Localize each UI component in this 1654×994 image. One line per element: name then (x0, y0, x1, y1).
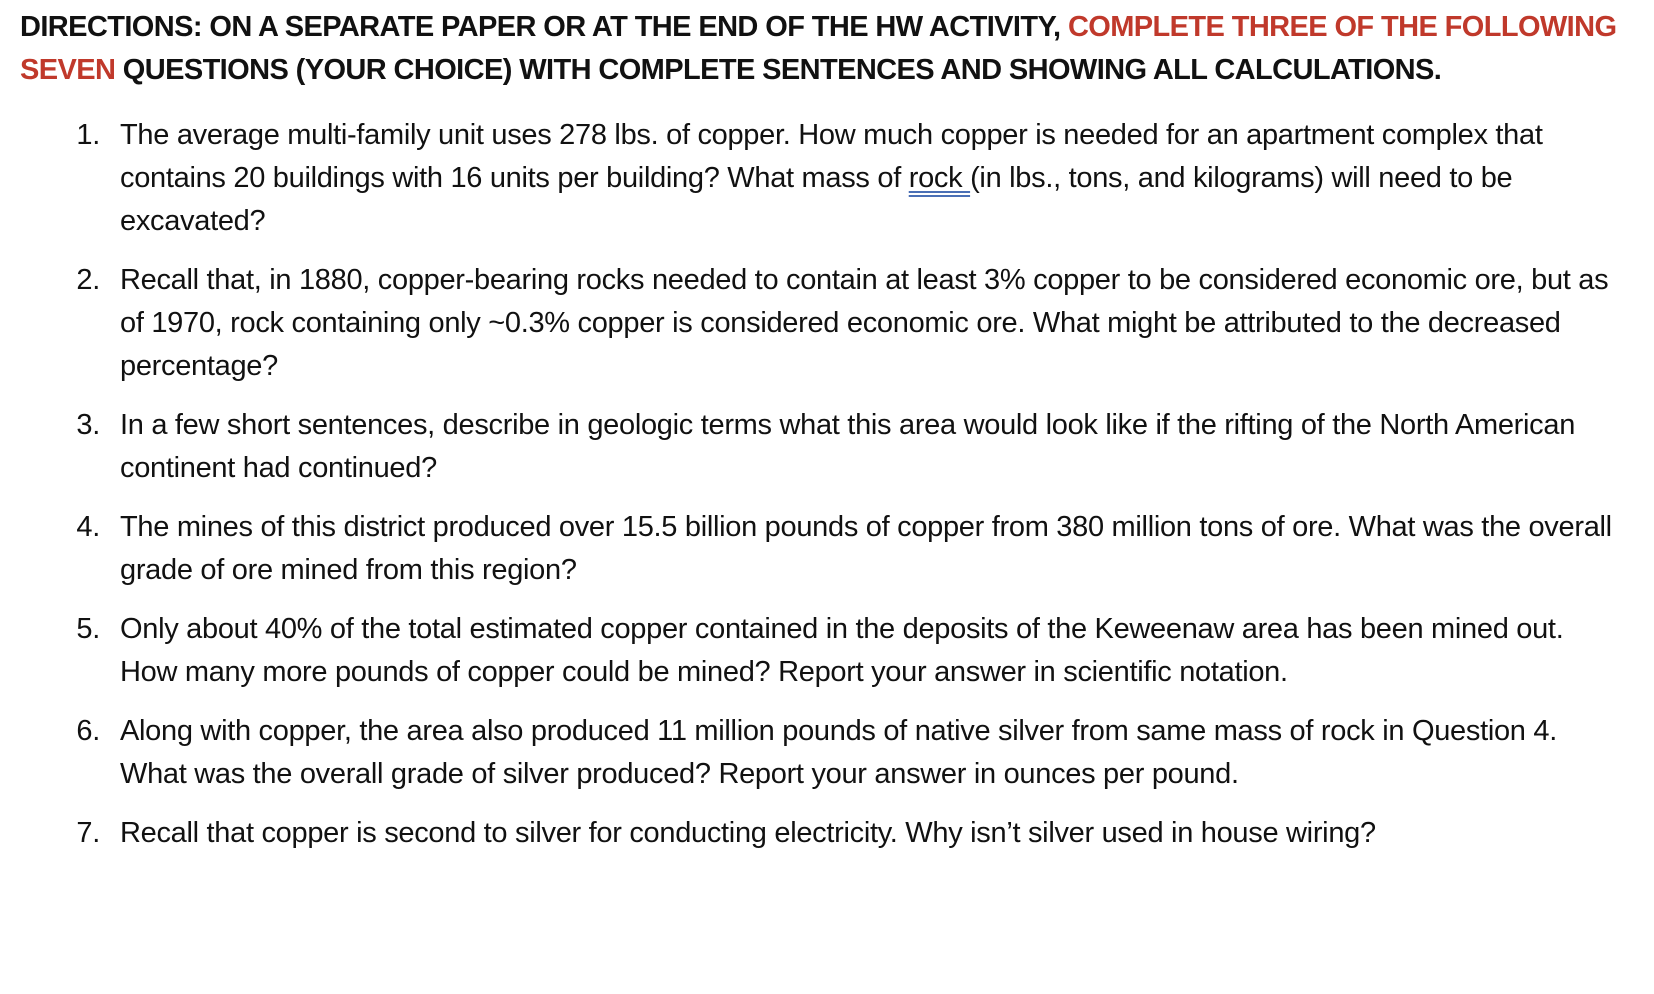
question-item (20, 404, 1634, 490)
question-number: 1. (76, 119, 100, 151)
question-text-before: The average multi-family unit uses 278 lbs. of copper. How much copper is needed for an apartment complex that contains 20 buildings with 16 units per building? What mass of (120, 119, 1543, 194)
question-item (20, 812, 1634, 855)
question-number: 4. (76, 511, 100, 543)
underlined-word: rock (908, 162, 971, 194)
directions-lead: DIRECTIONS: ON A SEPARATE PAPER OR AT THE END OF THE HW ACTIVITY, (20, 11, 1068, 43)
directions-paragraph (20, 6, 1620, 92)
question-item (20, 114, 1634, 243)
question-text: Recall that, in 1880, copper-bearing rocks needed to contain at least 3% copper to be considered economic ore, but as of 1970, rock containing only ~0.3% copper is considered economic ore. What might be attributed to the decreased percentage? (120, 264, 1609, 382)
question-number: 5. (76, 613, 100, 645)
question-item (20, 710, 1634, 796)
directions-tail: QUESTIONS (YOUR CHOICE) WITH COMPLETE SENTENCES AND SHOWING ALL CALCULATIONS. (115, 54, 1442, 86)
question-list (20, 114, 1634, 855)
question-number: 2. (76, 264, 100, 296)
question-text: In a few short sentences, describe in geologic terms what this area would look like if the rifting of the North American continent had continued? (120, 409, 1576, 484)
question-text-after: (in lbs., tons, and kilograms) will need to be excavated? (120, 162, 1513, 237)
question-number: 3. (76, 409, 100, 441)
question-text: Along with copper, the area also produced 11 million pounds of native silver from same mass of rock in Question 4. What was the overall grade of silver produced? Report your answer in ounces per pound. (120, 715, 1557, 790)
question-text: Recall that copper is second to silver for conducting electricity. Why isn’t silver used in house wiring? (120, 817, 1376, 849)
question-number: 6. (76, 715, 100, 747)
question-text (120, 114, 1615, 243)
question-item (20, 506, 1634, 592)
question-item (20, 608, 1634, 694)
question-text: The mines of this district produced over 15.5 billion pounds of copper from 380 million tons of ore. What was the overall grade of ore mined from this region? (120, 511, 1612, 586)
question-number: 7. (76, 817, 100, 849)
directions-highlight: COMPLETE THREE OF THE FOLLOWING SEVEN (20, 11, 1617, 86)
question-text: Only about 40% of the total estimated copper contained in the deposits of the Keweenaw area has been mined out. How many more pounds of copper could be mined? Report your answer in scientific notation. (120, 613, 1564, 688)
question-item (20, 259, 1634, 388)
